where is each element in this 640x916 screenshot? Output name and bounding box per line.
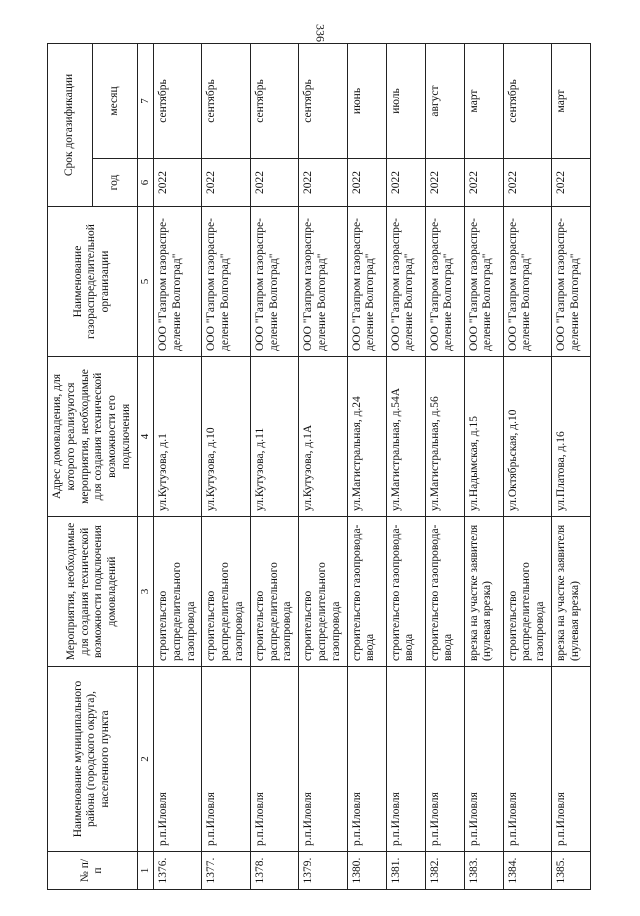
row-address: ул.Кутузова, д.1А [299, 357, 347, 517]
row-year: 2022 [347, 159, 386, 207]
row-organization: ООО "Газпром газораспределение Волгоград" [425, 207, 464, 357]
row-place: р.п.Иловля [250, 667, 298, 852]
row-place: р.п.Иловля [153, 667, 201, 852]
row-organization: ООО "Газпром газораспределение Волгоград" [503, 207, 551, 357]
row-number: 1381. [386, 852, 425, 890]
table-row [425, 44, 464, 890]
table-row [551, 44, 590, 890]
row-month: март [464, 44, 503, 159]
table-row [386, 44, 425, 890]
row-organization: ООО "Газпром газораспределение Волгоград" [464, 207, 503, 357]
row-address: ул.Магистральная, д.54А [386, 357, 425, 517]
row-month: июнь [347, 44, 386, 159]
row-month: сентябрь [202, 44, 250, 159]
row-number: 1377. [202, 852, 250, 890]
row-place: р.п.Иловля [386, 667, 425, 852]
row-organization: ООО "Газпром газораспределение Волгоград" [347, 207, 386, 357]
header-year: год [92, 159, 137, 207]
header-address: Адрес домовладения, для которого реализуются мероприятия, необходимые для создания технической возможности его подключения [48, 357, 138, 517]
table-row [347, 44, 386, 890]
col-number: 7 [137, 44, 153, 159]
row-number: 1385. [551, 852, 590, 890]
row-place: р.п.Иловля [551, 667, 590, 852]
row-year: 2022 [153, 159, 201, 207]
row-number: 1380. [347, 852, 386, 890]
row-place: р.п.Иловля [299, 667, 347, 852]
row-measure: строительство распределительного газопровода [299, 517, 347, 667]
row-address: ул.Кутузова, д.10 [202, 357, 250, 517]
row-organization: ООО "Газпром газораспределение Волгоград" [153, 207, 201, 357]
row-place: р.п.Иловля [202, 667, 250, 852]
row-number: 1378. [250, 852, 298, 890]
col-number: 1 [137, 852, 153, 890]
header-deadline: Срок догазификации [48, 44, 93, 207]
row-place: р.п.Иловля [347, 667, 386, 852]
row-year: 2022 [386, 159, 425, 207]
header-number: № п/п [48, 852, 138, 890]
row-year: 2022 [250, 159, 298, 207]
row-year: 2022 [503, 159, 551, 207]
row-address: ул.Магистральная, д.56 [425, 357, 464, 517]
row-measure: строительство распределительного газопровода [153, 517, 201, 667]
col-number: 4 [137, 357, 153, 517]
row-number: 1384. [503, 852, 551, 890]
row-address: ул.Кутузова, д.1 [153, 357, 201, 517]
rotated-table-container [47, 44, 615, 890]
row-year: 2022 [464, 159, 503, 207]
row-year: 2022 [202, 159, 250, 207]
col-number: 6 [137, 159, 153, 207]
col-number: 5 [137, 207, 153, 357]
table-row [503, 44, 551, 890]
row-month: август [425, 44, 464, 159]
row-organization: ООО "Газпром газораспределение Волгоград" [202, 207, 250, 357]
row-year: 2022 [551, 159, 590, 207]
header-organization: Наименование газораспределительной организации [48, 207, 138, 357]
header-month: месяц [92, 44, 137, 159]
row-number: 1376. [153, 852, 201, 890]
row-organization: ООО "Газпром газораспределение Волгоград" [386, 207, 425, 357]
table-body [153, 44, 590, 890]
col-number: 3 [137, 517, 153, 667]
row-month: сентябрь [503, 44, 551, 159]
gasification-table [47, 43, 591, 890]
row-measure: врезка на участке заявителя (нулевая врезка) [551, 517, 590, 667]
row-year: 2022 [425, 159, 464, 207]
row-address: ул.Платова, д.16 [551, 357, 590, 517]
row-year: 2022 [299, 159, 347, 207]
row-address: ул.Надымская, д.15 [464, 357, 503, 517]
row-month: март [551, 44, 590, 159]
row-measure: врезка на участке заявителя (нулевая врезка) [464, 517, 503, 667]
row-address: ул.Октябрьская, д.10 [503, 357, 551, 517]
table-row [464, 44, 503, 890]
column-numbers-row [137, 44, 153, 890]
row-organization: ООО "Газпром газораспределение Волгоград" [299, 207, 347, 357]
row-place: р.п.Иловля [503, 667, 551, 852]
row-address: ул.Кутузова, д.11 [250, 357, 298, 517]
row-number: 1379. [299, 852, 347, 890]
row-organization: ООО "Газпром газораспределение Волгоград" [250, 207, 298, 357]
row-number: 1382. [425, 852, 464, 890]
header-district: Наименование муниципального района (городского округа), населенного пункта [48, 667, 138, 852]
row-place: р.п.Иловля [464, 667, 503, 852]
row-month: июль [386, 44, 425, 159]
row-measure: строительство газопровода-ввода [386, 517, 425, 667]
row-measure: строительство газопровода-ввода [425, 517, 464, 667]
table-row [202, 44, 250, 890]
row-measure: строительство распределительного газопровода [503, 517, 551, 667]
row-place: р.п.Иловля [425, 667, 464, 852]
col-number: 2 [137, 667, 153, 852]
row-organization: ООО "Газпром газораспределение Волгоград" [551, 207, 590, 357]
row-address: ул.Магистральная, д.24 [347, 357, 386, 517]
row-measure: строительство распределительного газопровода [202, 517, 250, 667]
header-measures: Мероприятия, необходимые для создания технической возможности подключения домовладений [48, 517, 138, 667]
table-row [299, 44, 347, 890]
row-month: сентябрь [153, 44, 201, 159]
row-month: сентябрь [299, 44, 347, 159]
row-measure: строительство газопровода-ввода [347, 517, 386, 667]
table-row [153, 44, 201, 890]
table-row [250, 44, 298, 890]
row-measure: строительство распределительного газопровода [250, 517, 298, 667]
page-number: 336 [313, 24, 328, 42]
row-month: сентябрь [250, 44, 298, 159]
row-number: 1383. [464, 852, 503, 890]
